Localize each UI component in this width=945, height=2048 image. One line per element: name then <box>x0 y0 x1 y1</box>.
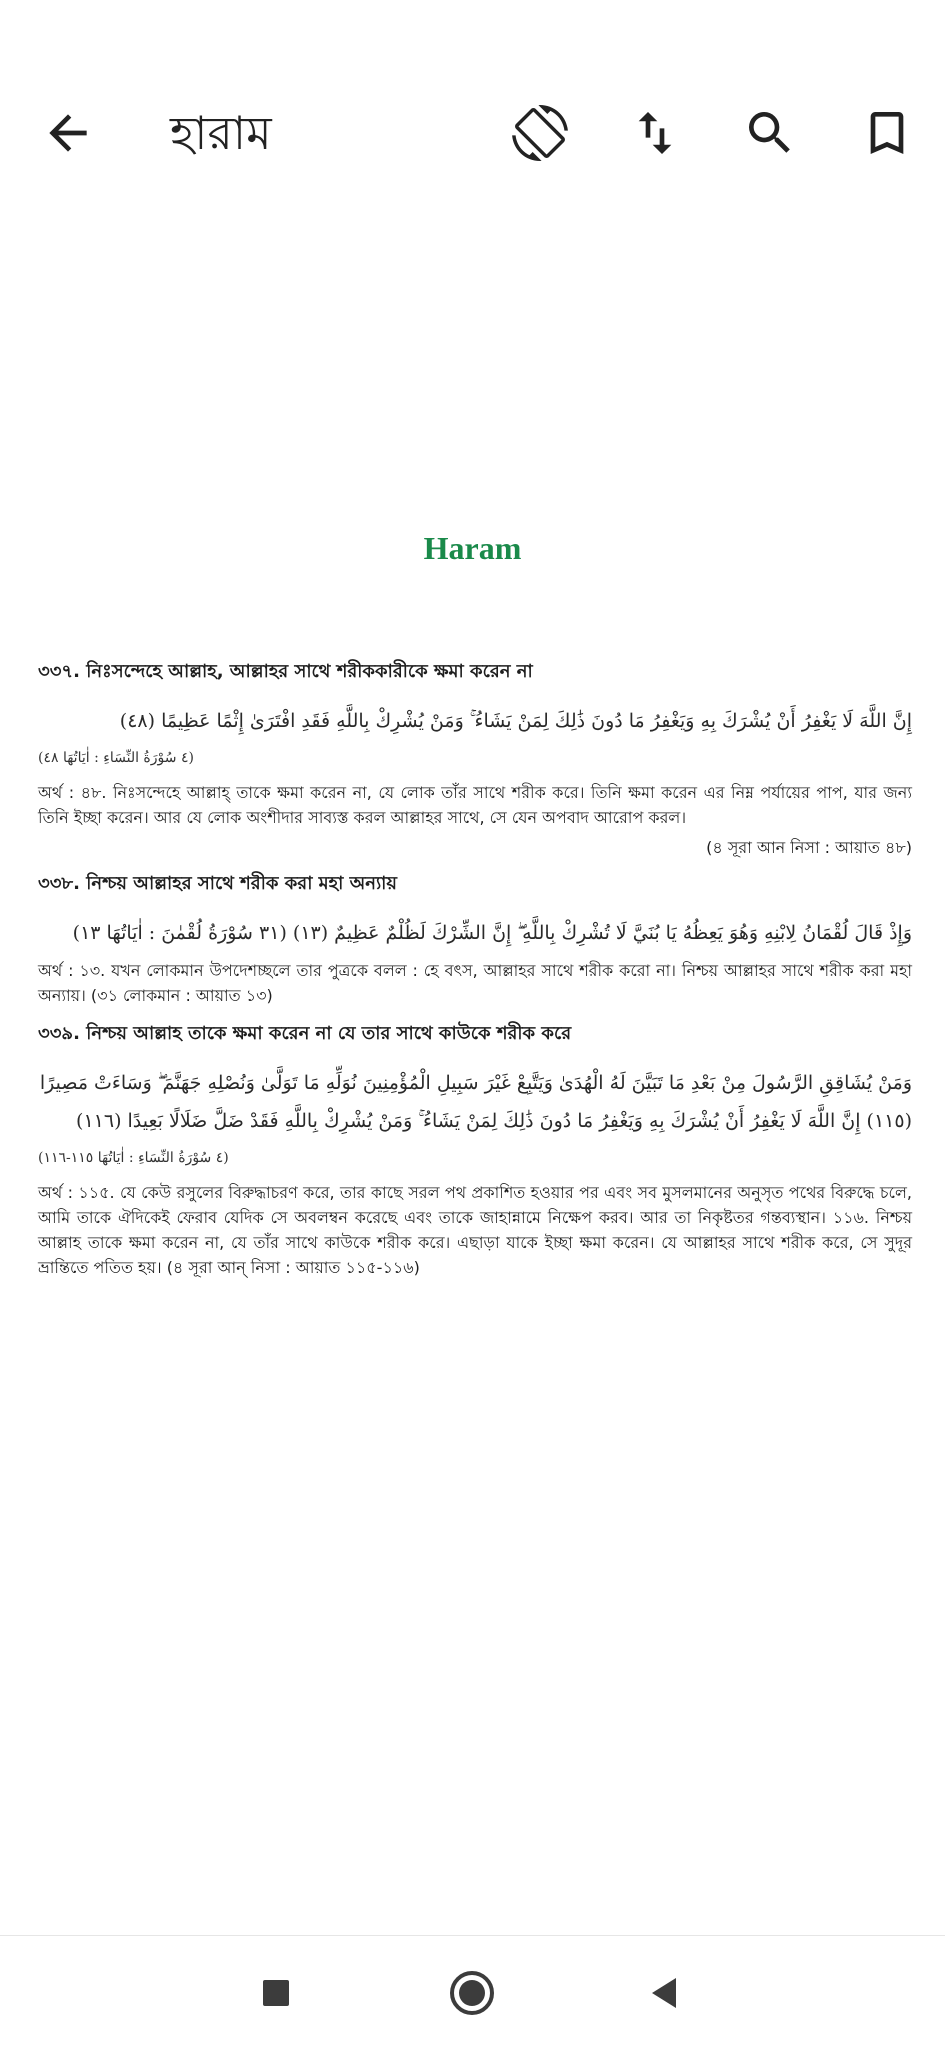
document-title: Haram <box>423 530 522 566</box>
search-icon <box>742 105 798 161</box>
section-heading: ৩৩৭. নিঃসন্দেহে আল্লাহ, আল্লাহর সাথে শরীককারীকে ক্ষমা করেন না <box>38 661 533 682</box>
translation-text: অর্থ : ১৩. যখন লোকমান উপদেশচ্ছলে তার পুত্রকে বলল : হে বৎস, আল্লাহর সাথে শরীক করো না। নিশ্চয় আল্লাহর সাথে শরীক করা মহা অন্যায়। (৩১ লোকমান : আয়াত ১৩) <box>38 961 912 1005</box>
document-body <box>38 650 912 1286</box>
back-arrow-icon <box>40 105 96 161</box>
section-339 <box>38 1022 912 1280</box>
back-button[interactable] <box>28 93 108 173</box>
home-circle-icon <box>447 1968 497 2018</box>
back-triangle-icon <box>646 1975 682 2011</box>
translation-text: অর্থ : ৪৮. নিঃসন্দেহে আল্লাহ্ তাকে ক্ষমা করেন না, যে লোক তাঁর সাথে শরীক করে। তিনি ক্ষমা করেন এর নিম্ন পর্যায়ের পাপ, যার জন্য তিনি ইচ্ছা করেন। আর যে লোক অংশীদার সাব্যস্ত করল আল্লাহর সাথে, সে যেন অপবাদ আরোপ করল। <box>38 783 912 827</box>
translation-text: অর্থ : ১১৫. যে কেউ রসুলের বিরুদ্ধাচরণ করে, তার কাছে সরল পথ প্রকাশিত হওয়ার পর এবং সব মুসলমানের অনুসৃত পথের বিরুদ্ধে চলে, আমি তাকে ঐদিকেই ফেরাব যেদিক সে অবলম্বন করেছে এবং তাকে জাহান্নামে নিক্ষেপ করব। আর তা নিকৃষ্টতর গন্তব্যস্থান। ১১৬. নিশ্চয় আল্লাহ তাকে ক্ষমা করেন না, যে তাঁর সাথে কাউকে শরীক করে। এছাড়া যাকে ইচ্ছা ক্ষমা করেন। যে আল্লাহর সাথে শরীক করে, সে সুদূর ভ্রান্তিতে পতিত হয়। (৪ সূরা আন্ নিসা : আয়াত ১১৫-১১৬) <box>38 1183 912 1277</box>
rotate-screen-button[interactable] <box>500 93 580 173</box>
arabic-verse: وَمَنْ يُشَاقِقِ الرَّسُولَ مِنْ بَعْدِ مَا تَبَيَّنَ لَهُ الْهُدَىٰ وَيَتَّبِعْ غَيْرَ سَبِيلِ الْمُؤْمِنِينَ نُوَلِّهِ مَا تَوَلَّىٰ وَنُصْلِهِ جَهَنَّمَ ۖ وَسَاءَتْ مَصِيرًا (١١٥) إِنَّ اللَّهَ لَا يَغْفِرُ أَنْ يُشْرَكَ بِهِ وَيَغْفِرُ مَا دُونَ ذَٰلِكَ لِمَنْ يَشَاءُ ۚ وَمَنْ يُشْرِكْ بِاللَّهِ فَقَدْ ضَلَّ ضَلَالًا بَعِيدًا (١١٦) <box>39 1072 912 1132</box>
back-nav-button[interactable] <box>629 1958 699 2028</box>
swap-vertical-icon <box>627 105 683 161</box>
app-bar <box>0 0 945 201</box>
recents-square-icon <box>261 1978 291 2008</box>
arabic-reference: (٤ سُوْرَةُ النِّسَاءِ : اٰيَاتُهَا ٤٨) <box>38 750 194 766</box>
section-heading: ৩৩৯. নিশ্চয় আল্লাহ তাকে ক্ষমা করেন না যে তার সাথে কাউকে শরীক করে <box>38 1023 572 1044</box>
rotate-screen-icon <box>512 105 568 161</box>
swap-vertical-button[interactable] <box>615 93 695 173</box>
section-338 <box>38 872 912 1008</box>
section-heading: ৩৩৮. নিশ্চয় আল্লাহর সাথে শরীক করা মহা অন্যায় <box>38 873 397 894</box>
source-reference: (৪ সূরা আন নিসা : আয়াত ৪৮) <box>706 838 912 857</box>
system-nav-bar <box>0 1936 945 2048</box>
page-title: হারাম <box>170 106 272 160</box>
recents-button[interactable] <box>241 1958 311 2028</box>
search-button[interactable] <box>730 93 810 173</box>
arabic-verse: وَإِذْ قَالَ لُقْمَانُ لِابْنِهِ وَهُوَ يَعِظُهُ يَا بُنَيَّ لَا تُشْرِكْ بِاللَّهِ ۖ إِنَّ الشِّرْكَ لَظُلْمٌ عَظِيمٌ (١٣) (٣١ سُوْرَةُ لُقْمٰنَ : اٰيَاتُهَا ١٣) <box>72 922 912 944</box>
arabic-reference: (٤ سُوْرَةُ النِّسَاءِ : اٰيَاتُهَا ١١٥-١١٦) <box>38 1150 229 1166</box>
section-337 <box>38 660 912 860</box>
bookmark-icon <box>859 105 915 161</box>
bookmark-button[interactable] <box>847 93 927 173</box>
home-button[interactable] <box>437 1958 507 2028</box>
arabic-verse: إِنَّ اللَّهَ لَا يَغْفِرُ أَنْ يُشْرَكَ بِهِ وَيَغْفِرُ مَا دُونَ ذَٰلِكَ لِمَنْ يَشَاءُ ۚ وَمَنْ يُشْرِكْ بِاللَّهِ فَقَدِ افْتَرَىٰ إِثْمًا عَظِيمًا (٤٨) <box>119 710 912 732</box>
